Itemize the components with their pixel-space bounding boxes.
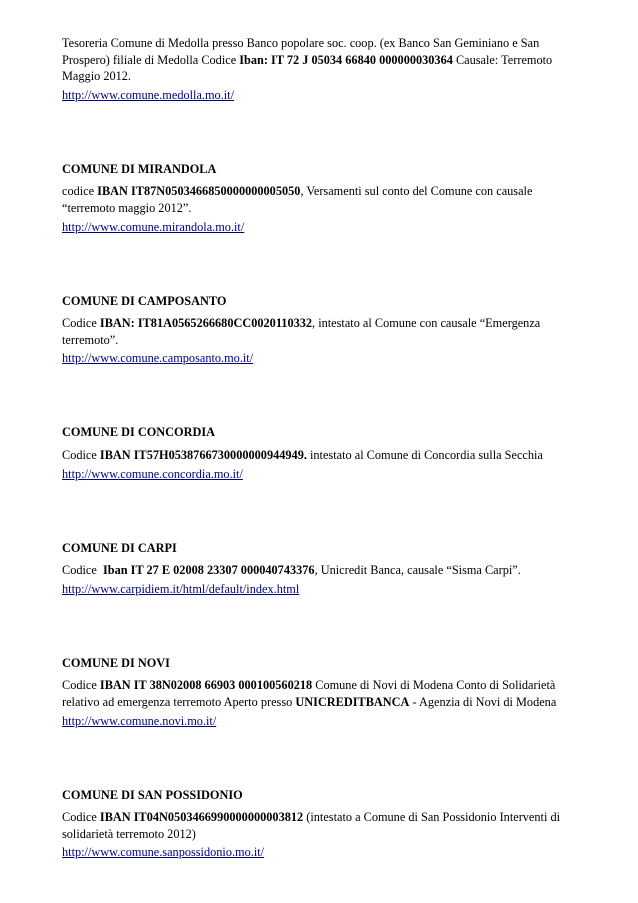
- novi-link[interactable]: http://www.comune.novi.mo.it/: [62, 713, 217, 728]
- iban-code: IBAN IT04N0503466990000000003812: [99, 810, 304, 825]
- section-heading: COMUNE DI SAN POSSIDONIO: [62, 787, 243, 802]
- novi-block: [62, 655, 582, 730]
- medolla-paragraph: Tesoreria Comune di Medolla presso Banco popolare soc. coop. (ex Banco San Geminiano e San Prospero) filiale di Medolla Codice Iban: IT 72 J 05034 66840 000000030364 Causale: Terremoto Maggio 2012.: [62, 36, 553, 84]
- camposanto-link[interactable]: http://www.comune.camposanto.mo.it/: [62, 351, 254, 366]
- iban-code: IBAN IT57H0538766730000000944949.: [99, 447, 307, 462]
- iban-code: Iban IT 27 E 02008 23307 000040743376: [102, 563, 315, 578]
- concordia-block: [62, 424, 582, 482]
- section-paragraph: Codice IBAN IT 38N02008 66903 000100560218 Comune di Novi di Modena Conto di Solidarietà relativo ad emergenza terremoto Aperto presso UNICREDITBANCA - Agenzia di Novi di Modena: [62, 678, 557, 709]
- section-paragraph: codice IBAN IT87N0503466850000000005050, Versamenti sul conto del Comune con causale “terremoto maggio 2012”.: [62, 184, 533, 215]
- carpi-link[interactable]: http://www.carpidiem.it/html/default/index.html: [62, 581, 300, 596]
- section-paragraph: Codice IBAN IT57H0538766730000000944949. intestato al Comune di Concordia sulla Secchia: [62, 447, 543, 462]
- carpi-block: [62, 540, 582, 598]
- section-paragraph: Codice IBAN IT04N0503466990000000003812 (intestato a Comune di San Possidonio Interventi di solidarietà terremoto 2012): [62, 810, 561, 841]
- section-paragraph: Codice Iban IT 27 E 02008 23307 000040743376, Unicredit Banca, causale “Sisma Carpi”.: [62, 563, 521, 578]
- iban-code: Iban: IT 72 J 05034 66840 000000030364: [239, 52, 453, 67]
- san-possidonio-block: [62, 787, 582, 862]
- section-heading: COMUNE DI CARPI: [62, 540, 177, 555]
- medolla-link[interactable]: http://www.comune.medolla.mo.it/: [62, 87, 235, 102]
- mirandola-link[interactable]: http://www.comune.mirandola.mo.it/: [62, 219, 245, 234]
- section-heading: COMUNE DI MIRANDOLA: [62, 161, 217, 176]
- iban-code: IBAN IT 38N02008 66903 000100560218: [99, 678, 313, 693]
- camposanto-block: [62, 293, 582, 368]
- document-page: [62, 35, 582, 861]
- san-possidonio-link[interactable]: http://www.comune.sanpossidonio.mo.it/: [62, 845, 265, 860]
- mirandola-block: [62, 161, 582, 236]
- section-heading: COMUNE DI CONCORDIA: [62, 425, 216, 440]
- iban-code: IBAN: IT81A0565266680CC0020110332: [99, 316, 313, 331]
- medolla-block: [62, 35, 582, 104]
- section-paragraph: Codice IBAN: IT81A0565266680CC0020110332, intestato al Comune con causale “Emergenza terremoto”.: [62, 316, 541, 347]
- section-heading: COMUNE DI CAMPOSANTO: [62, 293, 227, 308]
- section-heading: COMUNE DI NOVI: [62, 655, 170, 670]
- concordia-link[interactable]: http://www.comune.concordia.mo.it/: [62, 466, 243, 481]
- iban-code: IBAN IT87N0503466850000000005050: [97, 184, 301, 199]
- bank-name: UNICREDITBANCA: [295, 694, 410, 709]
